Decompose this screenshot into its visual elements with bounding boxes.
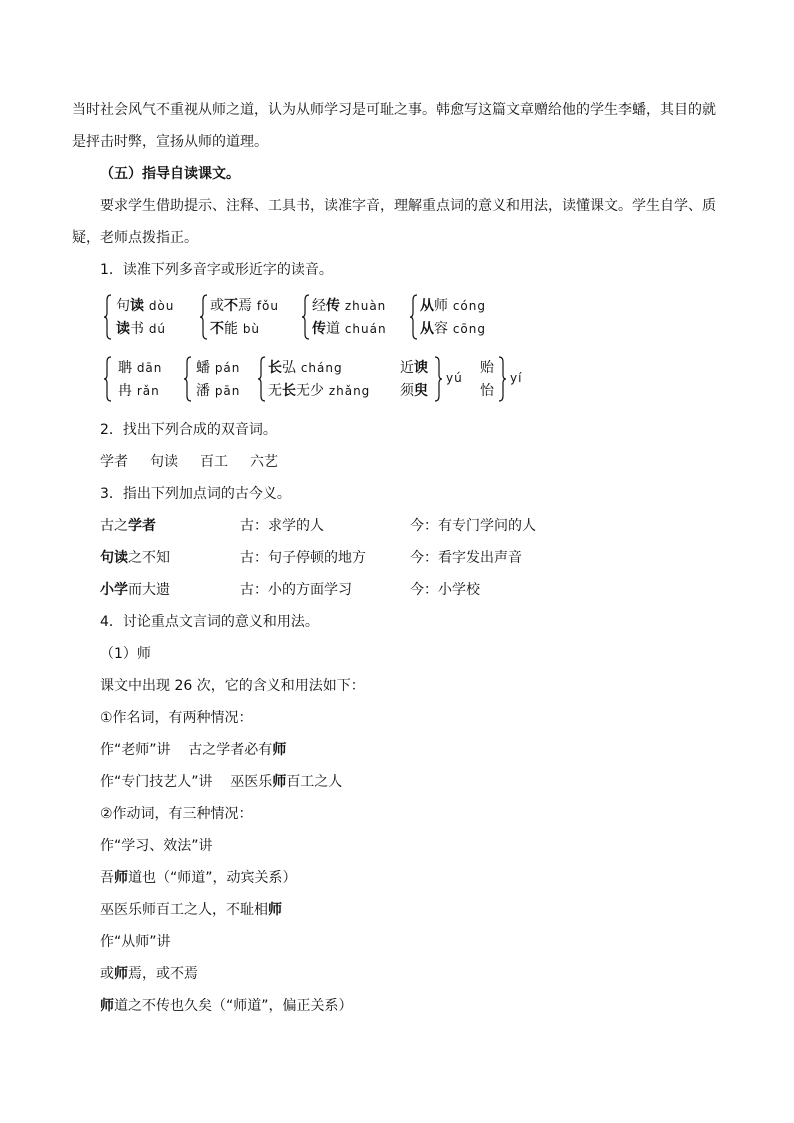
requirement-line-1: 要求学生借助提示、注释、工具书，读准字音，理解重点词的意义和用法，读懂课文。学生自学、质 xyxy=(100,198,716,214)
pron-group-3: 经传 zhuàn 传道 chuán xyxy=(302,294,412,342)
pron-group-8: 近谀 须臾 yú 贻 怡 yí xyxy=(400,356,540,404)
verb-heading: ②作动词，有三种情况： xyxy=(100,806,253,822)
intro-line-1: 当时社会风气不重视从师之道，认为从师学习是可耻之事。韩愈写这篇文章赠给他的学生李蟠，其目的就 xyxy=(72,102,716,118)
appear-count-text: 课文中出现 26 次，它的含义和用法如下： xyxy=(100,678,365,694)
question-2: 2．找出下列合成的双音词。 xyxy=(100,422,277,438)
verb-example-2: 巫医乐师百工之人，不耻相师 xyxy=(100,902,282,918)
subheading-shi: （1）师 xyxy=(100,646,151,662)
word-item: 百工 xyxy=(200,454,228,470)
question-1: 1．读准下列多音字或形近字的读音。 xyxy=(100,262,333,278)
pron-group-5: 聃 dān 冉 rǎn xyxy=(104,356,184,404)
requirement-line-2: 疑，老师点拨指正。 xyxy=(72,230,198,246)
noun-example-1: 作“老师”讲 古之学者必有师 xyxy=(100,742,287,758)
question-3: 3．指出下列加点词的古今义。 xyxy=(100,486,291,502)
gujin-row: 句读之不知 古：句子停顿的地方 今：看字发出声音 xyxy=(100,550,522,566)
left-brace-icon xyxy=(104,294,112,340)
verb-example-3: 或师焉，或不焉 xyxy=(100,966,198,982)
left-brace-icon xyxy=(302,294,310,340)
verb-example-4: 师道之不传也久矣（“师道”，偏正关系） xyxy=(100,998,353,1014)
pron-group-7: 长弘 cháng 无长无少 zhǎng xyxy=(258,356,388,404)
verb-type-1: 作“学习、效法”讲 xyxy=(100,838,213,854)
pron-group-6: 蟠 pán 潘 pān xyxy=(184,356,264,404)
left-brace-icon xyxy=(184,356,192,402)
right-brace-icon xyxy=(434,356,442,402)
word-list xyxy=(100,452,278,472)
word-item: 六艺 xyxy=(250,454,278,470)
section-title: （五）指导自读课文。 xyxy=(100,166,240,182)
verb-type-2: 作“从师”讲 xyxy=(100,934,171,950)
left-brace-icon xyxy=(410,294,418,340)
pron-group-4: 从师 cóng 从容 cōng xyxy=(410,294,520,342)
noun-example-2: 作“专门技艺人”讲 巫医乐师百工之人 xyxy=(100,774,343,790)
pron-group-2: 或不焉 fǒu 不能 bù xyxy=(200,294,300,342)
word-item: 句读 xyxy=(150,454,178,470)
word-item: 学者 xyxy=(100,454,128,470)
intro-line-2: 是抨击时弊，宣扬从师的道理。 xyxy=(72,134,268,150)
pron-group-1: 句读 dòu 读书 dú xyxy=(104,294,204,342)
question-4: 4．讨论重点文言词的意义和用法。 xyxy=(100,614,319,630)
left-brace-icon xyxy=(258,356,266,402)
verb-example-1: 吾师道也（“师道”，动宾关系） xyxy=(100,870,297,886)
gujin-row: 小学而大遗 古：小的方面学习 今：小学校 xyxy=(100,582,480,598)
left-brace-icon xyxy=(104,356,112,402)
noun-heading: ①作名词，有两种情况： xyxy=(100,710,253,726)
left-brace-icon xyxy=(200,294,208,340)
right-brace-icon xyxy=(498,356,506,402)
gujin-row: 古之学者 古：求学的人 今：有专门学问的人 xyxy=(100,518,536,534)
